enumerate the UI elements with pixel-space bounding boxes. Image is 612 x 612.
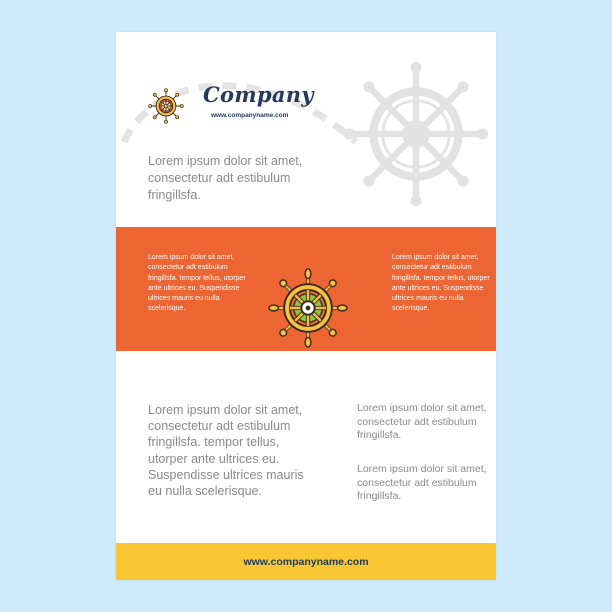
footer-url[interactable]: www.companyname.com [243, 555, 369, 568]
ship-wheel-icon [268, 268, 348, 348]
band-text-left: Lorem ipsum dolor sit amet, consectetur adt estibulum fringillsfa. tempor tellus, utorper ante ultrices eu. Suspendisse ultrices mauris eu nulla scelerisque. [148, 254, 246, 313]
footer-bar [116, 543, 496, 580]
brochure-page [116, 32, 496, 580]
ship-wheel-icon [148, 88, 184, 124]
intro-text: Lorem ipsum dolor sit amet, consectetur adt estibulum fringillsfa. [148, 154, 303, 202]
company-url[interactable]: www.companyname.com [211, 112, 289, 119]
ship-wheel-watermark-icon [342, 60, 490, 208]
body-text-right-bottom: Lorem ipsum dolor sit amet, consectetur adt estibulum fringillsfa. [357, 463, 487, 502]
feature-band [116, 227, 496, 351]
company-name: Company [203, 82, 314, 107]
body-text-left: Lorem ipsum dolor sit amet, consectetur adt estibulum fringillsfa. tempor tellus, utorper ante ultrices eu. Suspendisse ultrices mauris eu nulla scelerisque. [148, 403, 304, 499]
body-text-right-top: Lorem ipsum dolor sit amet, consectetur adt estibulum fringillsfa. [357, 402, 487, 441]
band-text-right: Lorem ipsum dolor sit amet, consectetur adt estibulum fringillsfa. tempor tellus, utorper ante ultrices eu. Suspendisse ultrices mauris eu nulla scelerisque. [392, 254, 490, 313]
